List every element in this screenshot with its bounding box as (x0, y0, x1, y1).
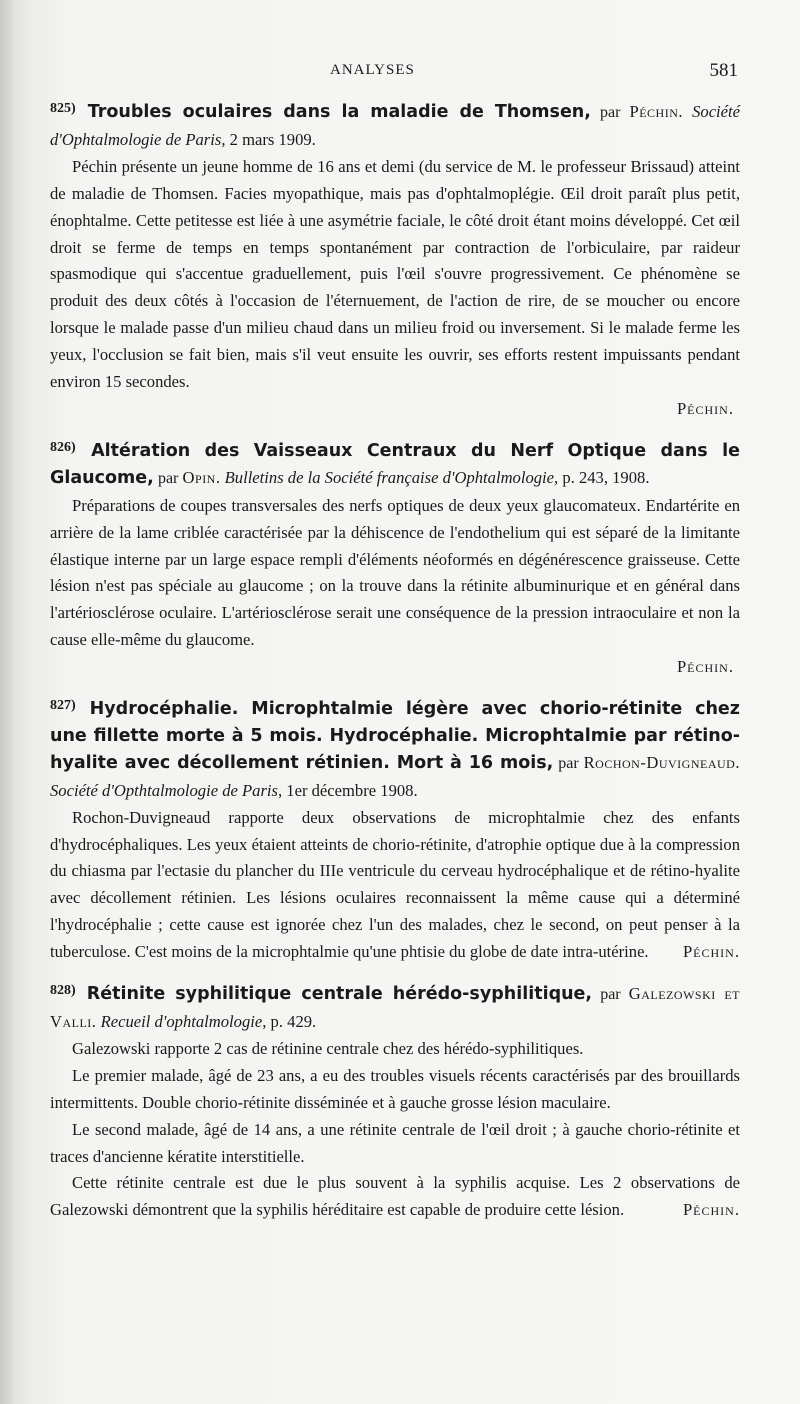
entry-number: 826) (50, 439, 76, 455)
entry-heading (50, 978, 740, 1036)
entry-author: Rochon-Duvigneaud. (583, 752, 740, 772)
entry-paragraph-text: Cette rétinite centrale est due le plus souvent à la syphilis acquise. Les 2 observations de Galezowski démontrent que la syphilis héréditaire est capable de produire cette lésion. (50, 1173, 740, 1220)
entry-paragraph: Galezowski rapporte 2 cas de rétinine centrale chez des hérédo-syphilitiques. (72, 1038, 584, 1058)
entry-paragraph: Préparations de coupes transversales des nerfs optiques de deux yeux glaucomateux. Endartérite en arrière de la lame criblée caractérisée par la déhiscence de l'endothelium qui est séparé de la limitante élastique interne par un large espace rempli d'éléments néoformés en dégénérescence graisseuse. Cette lésion n'est pas spéciale au glaucome ; on la trouve dans la rétinite albuminurique et en général dans l'artériosclérose oculaire. L'artériosclérose serait une conséquence de la pression intraoculaire et non la cause elle-même du glaucome. (50, 495, 740, 650)
entry-heading (50, 96, 740, 154)
entry-828 (50, 978, 740, 1224)
entry-source: Recueil d'ophtalmologie, (100, 1012, 267, 1031)
entry-paragraph (50, 805, 740, 966)
entry-signature: Péchin. (676, 398, 734, 418)
entry-title: Hydrocéphalie. Microphtalmie légère avec chorio-rétinite chez une fillette morte à 5 mois. Hydrocéphalie. Microphtalmie par rétino-hyalite avec décollement rétinien. Mort à 16 mois, (50, 699, 740, 773)
entry-date: 2 mars 1909. (229, 129, 316, 149)
entry-title: Troubles oculaires dans la maladie de Thomsen, (87, 102, 591, 122)
entry-signature: Péchin. (682, 1200, 740, 1220)
entry-source: Société d'Opthtalmologie de Paris, (50, 780, 283, 800)
entry-by: par (558, 754, 579, 772)
entry-date: 1er décembre 1908. (286, 780, 418, 800)
page-number: 581 (709, 60, 738, 81)
entry-by: par (600, 986, 621, 1004)
entry-number: 825) (50, 101, 76, 116)
entry-date: p. 243, 1908. (562, 467, 650, 487)
entry-number: 828) (50, 983, 76, 999)
entry-827 (50, 693, 740, 966)
page-header (0, 60, 800, 88)
entry-source: Société d'Ophtalmologie de Paris, (50, 102, 741, 149)
entry-title: Rétinite syphilitique centrale hérédo-syphilitique, (86, 984, 593, 1005)
entry-number: 827) (50, 698, 76, 714)
entry-826 (50, 435, 740, 681)
entry-paragraph: Le second malade, âgé de 14 ans, a une rétinite centrale de l'œil droit ; à gauche chorio-rétinite et traces d'ancienne kératite interstitielle. (50, 1119, 740, 1166)
page-body (50, 96, 740, 1236)
entry-by: par (157, 469, 179, 487)
entry-author: Péchin. (629, 102, 684, 121)
running-title: ANALYSES (330, 62, 415, 78)
entry-author: Galezowski et Valli. (50, 984, 741, 1031)
entry-date: p. 429. (270, 1012, 317, 1031)
entry-heading (50, 435, 740, 493)
binding-shadow (0, 0, 14, 1404)
entry-heading (50, 693, 740, 805)
entry-paragraph-text: Rochon-Duvigneaud rapporte deux observations de microphtalmie chez des enfants d'hydrocéphaliques. Les yeux étaient atteints de chorio-rétinite, d'atrophie optique due à la compression du chiasma par l'ectasie du plancher du IIIe ventricule du cerveau hydrocéphalique et de rétino-hyalite avec décollement rétinien. Les lésions oculaires reconnaissent la même cause qui a déterminé l'hydrocéphalie ; cette cause est ignorée chez l'un des malades, chez le second, on peut penser à la tuberculose. C'est moins de la microphtalmie qu'une phtisie du globe de date intra-utérine. (50, 807, 740, 962)
entry-signature: Péchin. (676, 657, 734, 677)
entry-signature: Péchin. (682, 942, 740, 962)
entry-title: Altération des Vaisseaux Centraux du Nerf Optique dans le Glaucome, (50, 440, 740, 488)
entry-paragraph: Péchin présente un jeune homme de 16 ans et demi (du service de M. le professeur Brissaud) atteint de maladie de Thomsen. Facies myopathique, mais pas d'ophtalmoplégie. Œil droit paraît plus petit, énophtalme. Cette petitesse est liée à une asymétrie faciale, le côté droit étant moins développé. Cet œil droit se ferme de temps en temps spontanément par contraction de l'orbiculaire, par raideur spasmodique qui s'accentue graduellement, puis l'œil s'ouvre progressivement. Ce phénomène se produit des deux côtés à l'occasion de l'éternuement, de l'action de rire, de se moucher ou encore lorsque le malade passe d'un milieu chaud dans un milieu froid ou inversement. Si le malade ferme les yeux, l'occlusion se fait bien, mais s'il veut ensuite les ouvrir, ses efforts restent impuissants pendant environ 15 secondes. (50, 156, 740, 392)
entry-825 (50, 96, 740, 423)
entry-paragraph: Le premier malade, âgé de 23 ans, a eu des troubles visuels récents caractérisés par des brouillards intermittents. Double chorio-rétinite disséminée et à gauche grosse lésion maculaire. (50, 1065, 740, 1112)
entry-by: par (599, 104, 621, 121)
entry-author: Opin. (182, 467, 221, 487)
entry-source: Bulletins de la Société française d'Ophtalmologie, (224, 467, 559, 487)
entry-paragraph (50, 1170, 740, 1224)
